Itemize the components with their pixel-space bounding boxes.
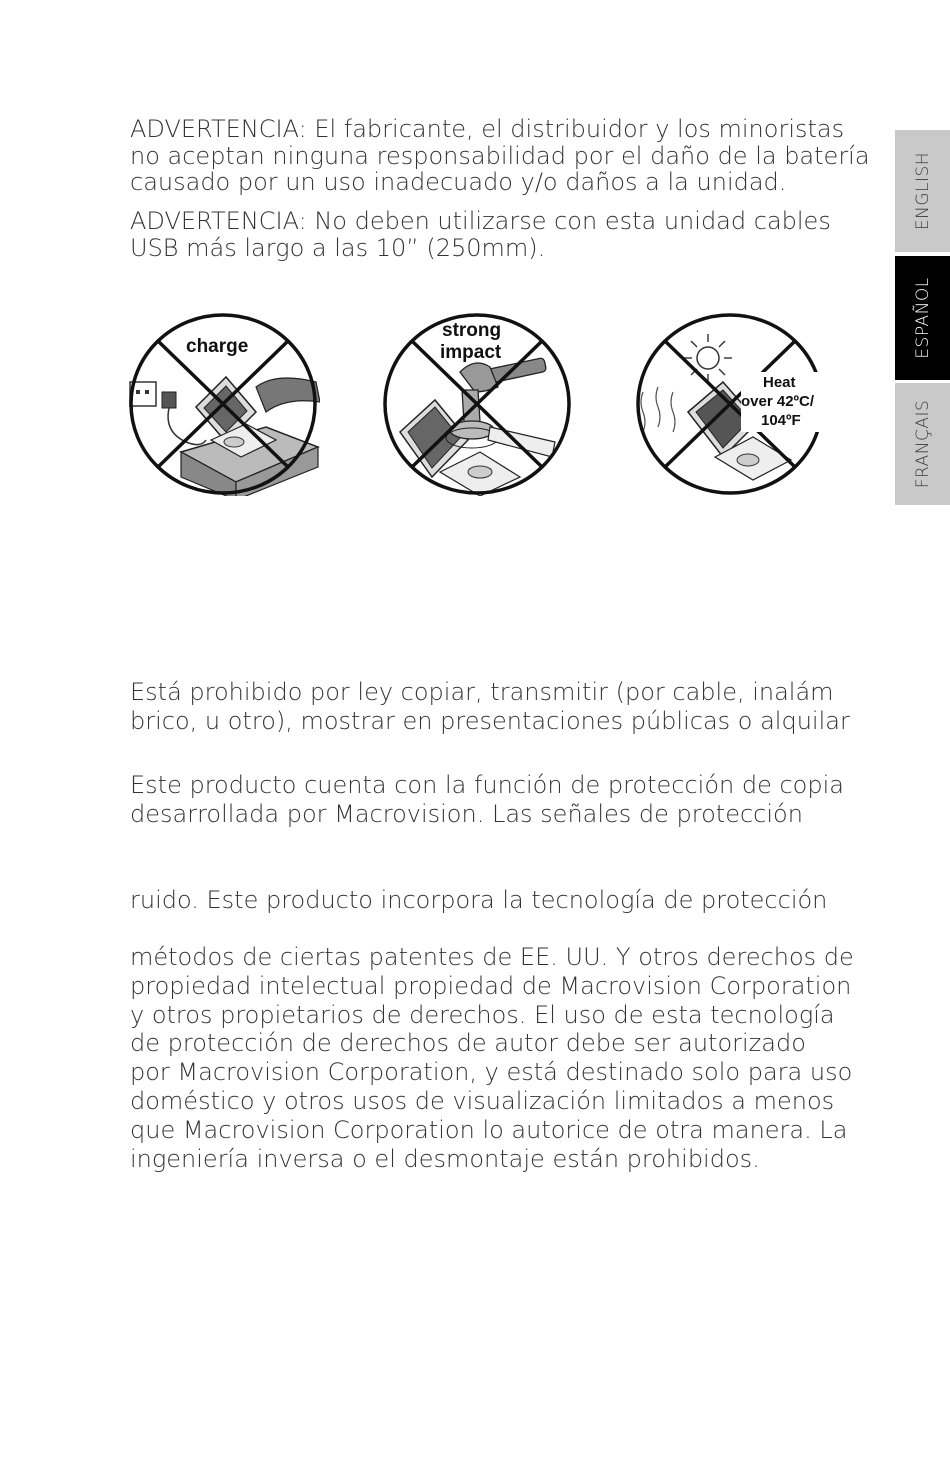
text-line: ingeniería inversa o el desmontaje están prohibidos. — [130, 1144, 760, 1173]
warning-liability-paragraph — [130, 115, 870, 196]
icon-label-temp-f: 104ºF — [761, 412, 801, 429]
icon-label-impact: impact — [440, 342, 502, 363]
text-line: que Macrovision Corporation lo autorice de otra manera. La — [130, 1115, 848, 1144]
tab-english[interactable] — [895, 130, 950, 252]
text-line: ADVERTENCIA: El fabricante, el distribuidor y los minoristas — [130, 115, 845, 143]
tab-francais[interactable] — [895, 383, 950, 505]
text-line: desarrollada por Macrovision. Las señales de protección — [130, 800, 803, 828]
tab-english-label: ENGLISH — [912, 151, 933, 231]
language-tabs — [895, 130, 950, 505]
text-line: por Macrovision Corporation, y está destinado solo para uso — [130, 1058, 853, 1087]
no-charging-on-bed-icon — [126, 312, 320, 496]
tab-espanol-label: ESPAÑOL — [912, 277, 933, 359]
text-line: y otros propietarios de derechos. El uso de esta tecnología — [130, 1000, 835, 1029]
macrovision-noise-paragraph — [130, 886, 865, 915]
icon-label-strong: strong — [442, 320, 502, 341]
text-line: de protección de derechos de autor debe ser autorizado — [130, 1029, 806, 1058]
text-line: Este producto cuenta con la función de protección de copia — [130, 771, 844, 799]
tab-espanol[interactable] — [895, 256, 950, 380]
tab-francais-label: FRANÇAIS — [912, 399, 933, 489]
copy-law-paragraph — [130, 678, 865, 736]
no-heat-icon — [633, 312, 827, 496]
text-line: causado por un uso inadecuado y/o daños a la unidad. — [130, 168, 787, 196]
text-line: no aceptan ninguna responsabilidad por el daño de la batería — [130, 141, 870, 170]
icon-label-temp-c: over 42ºC/ — [741, 393, 815, 410]
text-line: USB más largo a las 10” (250mm). — [130, 234, 546, 262]
macrovision-patents-paragraph — [130, 943, 865, 1173]
macrovision-intro-paragraph — [130, 771, 865, 829]
no-strong-impact-icon — [380, 312, 574, 496]
text-line: métodos de ciertas patentes de EE. UU. Y otros derechos de — [130, 943, 854, 971]
text-line: ADVERTENCIA: No deben utilizarse con esta unidad cables — [130, 207, 831, 235]
icon-label-heat: Heat — [763, 374, 796, 391]
text-line: brico, u otro), mostrar en presentaciones públicas o alquilar — [130, 707, 850, 735]
icon-label-charge: charge — [186, 336, 249, 357]
text-line: propiedad intelectual propiedad de Macrovision Corporation — [130, 971, 852, 1000]
text-line: ruido. Este producto incorpora la tecnología de protección — [130, 886, 828, 914]
warning-usb-paragraph — [130, 208, 865, 262]
text-line: doméstico y otros usos de visualización limitados a menos — [130, 1086, 835, 1115]
text-line: Está prohibido por ley copiar, transmitir (por cable, inalám — [130, 678, 834, 706]
